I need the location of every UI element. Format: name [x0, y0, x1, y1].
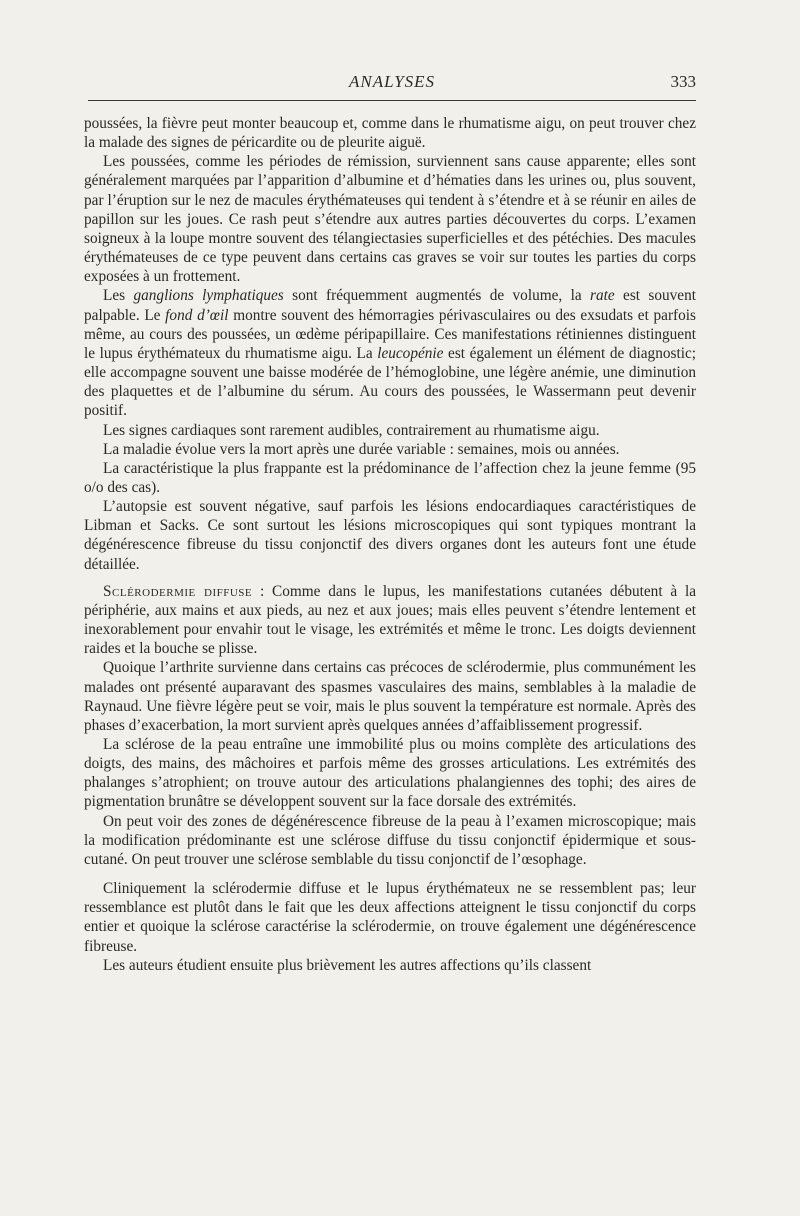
paragraph: L’autopsie est souvent négative, sauf parfois les lésions endocardiaques caractéristiques de Libman et Sacks. Ce sont surtout les lésions microscopiques qui sont typiques montrant la dégénérescence fibreuse du tissu conjonctif des divers organes dont les auteurs font une étude détaillée. [84, 498, 696, 573]
paragraph: On peut voir des zones de dégénérescence fibreuse de la peau à l’examen microscopique; mais la modification prédominante est une sclérose diffuse du tissu conjonctif épidermique et sous-cutané. On peut trouver une sclérose semblable du tissu conjonctif de l’œsophage. [84, 812, 696, 868]
section-paragraph [84, 582, 696, 659]
paragraph: poussées, la fièvre peut monter beaucoup et, comme dans le rhumatisme aigu, on peut trouver chez la malade des signes de péricardite ou de pleurite aiguë. [84, 115, 696, 152]
running-title: ANALYSES [348, 72, 436, 91]
emphasis: fond d’œil [165, 306, 229, 324]
paragraph: Les poussées, comme les périodes de rémission, surviennent sans cause apparente; elles sont généralement marquées par l’apparition d’albumine et d’hématies dans les urines ou, plus souvent, par l’éruption sur le nez de macules érythémateuses qui tendent à s’étendre et à se réunir en ailes de papillon sur les joues. Ce rash peut s’étendre aux autres parties découvertes du corps. L’examen soigneux à la loupe montre souvent des télangiectasies superficielles et des pétéchies. Des macules érythémateuses de ce type peuvent dans certains cas graves se voir sur toutes les parties du corps exposées à un frottement. [84, 153, 696, 286]
section-heading: Sclérodermie diffuse [103, 582, 253, 600]
text-run: est également un élément de diagnostic; elle accompagne souvent une baisse modérée de l’hémoglobine, une légère anémie, une diminution des plaquettes et de l’albumine du sérum. Au cours des poussées, le Wassermann peut devenir positif. [84, 344, 696, 420]
paragraph: La sclérose de la peau entraîne une immobilité plus ou moins complète des articulations des doigts, des mains, des mâchoires et parfois même des grosses articulations. Les extrémités des phalanges s’atrophient; on trouve autour des articulations phalangiennes des tophi; des aires de pigmentation brunâtre se développent souvent sur la face dorsale des extrémités. [84, 736, 696, 811]
text-run: : Comme dans le lupus, les manifestations cutanées débutent à la périphérie, aux mains et aux pieds, au nez et aux joues; mais elles peuvent s’étendre lentement et inexorablement pour envahir tout le visage, les extrémités et même le tronc. Les doigts deviennent raides et la bouche se plisse. [84, 582, 696, 658]
emphasis: rate [590, 287, 615, 305]
page-header [88, 70, 696, 96]
paragraph: La maladie évolue vers la mort après une durée variable : semaines, mois ou années. [103, 440, 620, 458]
header-rule [88, 100, 696, 101]
text-run: montre souvent des hémorragies périvasculaires ou des exsudats et parfois même, au cours des poussées, un œdème péripapillaire. Ces manifestations rétiniennes distinguent le lupus érythémateux du rhumatisme aigu. La [84, 306, 697, 362]
paragraph: Quoique l’arthrite survienne dans certains cas précoces de sclérodermie, plus communément les malades ont présenté auparavant des spasmes vasculaires des mains, semblables à la maladie de Raynaud. Une fièvre légère peut se voir, mais le plus souvent la température est normale. Après des phases d’exacerbation, la mort survient après quelques années d’affaiblissement progressif. [84, 659, 696, 734]
page-number: 333 [670, 72, 696, 91]
paragraph: Les auteurs étudient ensuite plus brièvement les autres affections qu’ils classent [103, 956, 592, 974]
emphasis: ganglions lymphatiques [133, 287, 284, 305]
emphasis: leucopénie [377, 344, 444, 362]
paragraph [84, 286, 696, 420]
text-run: Les [103, 287, 134, 305]
text-run: sont fréquemment augmentés de volume, la [283, 287, 591, 305]
paragraph: Les signes cardiaques sont rarement audibles, contrairement au rhumatisme aigu. [103, 421, 600, 439]
text-run: est souvent palpable. Le [84, 287, 696, 324]
paragraph: Cliniquement la sclérodermie diffuse et le lupus érythémateux ne se ressemblent pas; leur ressemblance est plutôt dans le fait que les deux affections atteignent le tissu conjonctif du corps entier et quoique la sclérose caractérise la sclérodermie, on trouve également une dégénérescence fibreuse. [84, 880, 696, 955]
body-text [84, 114, 696, 975]
paragraph: La caractéristique la plus frappante est la prédominance de l’affection chez la jeune femme (95 o/o des cas). [84, 459, 696, 496]
